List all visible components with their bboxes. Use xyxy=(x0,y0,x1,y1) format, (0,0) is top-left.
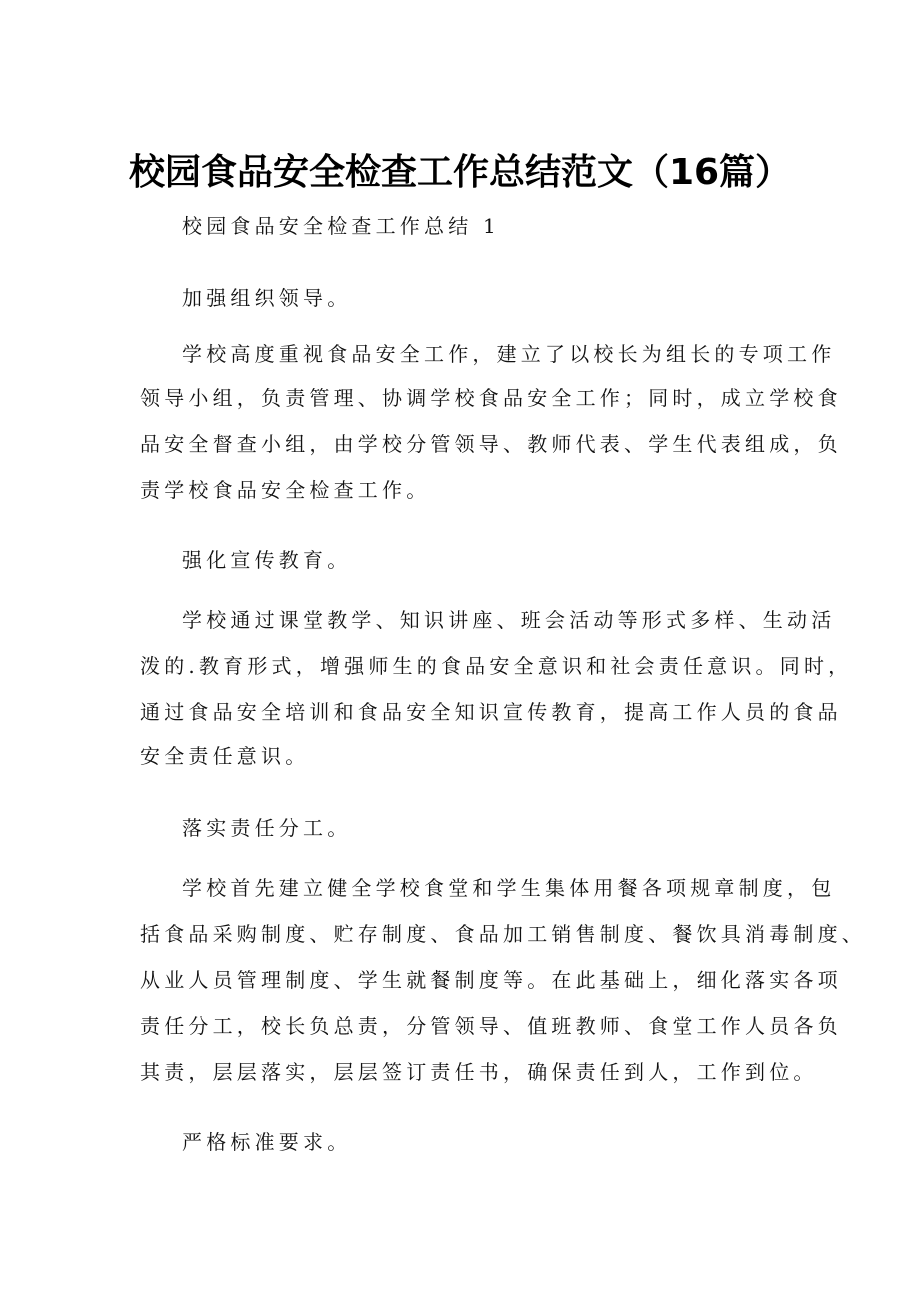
paragraph-line: 领导小组，负责管理、协调学校食品安全工作；同时，成立学校食 xyxy=(140,386,842,410)
paragraph-line: 学校首先建立健全学校食堂和学生集体用餐各项规章制度，包 xyxy=(182,876,836,900)
paragraph-line: 学校高度重视食品安全工作，建立了以校长为组长的专项工作 xyxy=(182,342,836,366)
paragraph-heading: 加强组织领导。 xyxy=(182,286,352,310)
paragraph-line: 品安全督查小组，由学校分管领导、教师代表、学生代表组成，负 xyxy=(140,432,842,456)
paragraph-line: 通过食品安全培训和食品安全知识宣传教育，提高工作人员的食品 xyxy=(140,700,842,724)
paragraph-line: 从业人员管理制度、学生就餐制度等。在此基础上，细化落实各项 xyxy=(140,968,842,992)
paragraph-line: 安全责任意识。 xyxy=(140,744,310,768)
section-heading: 校园食品安全检查工作总结 1 xyxy=(182,214,500,238)
paragraph-line: 责学校食品安全检查工作。 xyxy=(140,478,431,502)
paragraph-heading: 严格标准要求。 xyxy=(182,1130,352,1154)
paragraph-heading: 落实责任分工。 xyxy=(182,816,352,840)
document-title: 校园食品安全检查工作总结范文（16篇） xyxy=(128,152,792,193)
paragraph-line: 其责，层层落实，层层签订责任书，确保责任到人，工作到位。 xyxy=(140,1060,818,1084)
paragraph-line: 责任分工，校长负总责，分管领导、值班教师、食堂工作人员各负 xyxy=(140,1014,842,1038)
paragraph-line: 括食品采购制度、贮存制度、食品加工销售制度、餐饮具消毒制度、 xyxy=(140,922,866,946)
paragraph-heading: 强化宣传教育。 xyxy=(182,548,352,572)
paragraph-line: 学校通过课堂教学、知识讲座、班会活动等形式多样、生动活 xyxy=(182,608,836,632)
paragraph-line: 泼的.教育形式，增强师生的食品安全意识和社会责任意识。同时， xyxy=(140,654,853,678)
